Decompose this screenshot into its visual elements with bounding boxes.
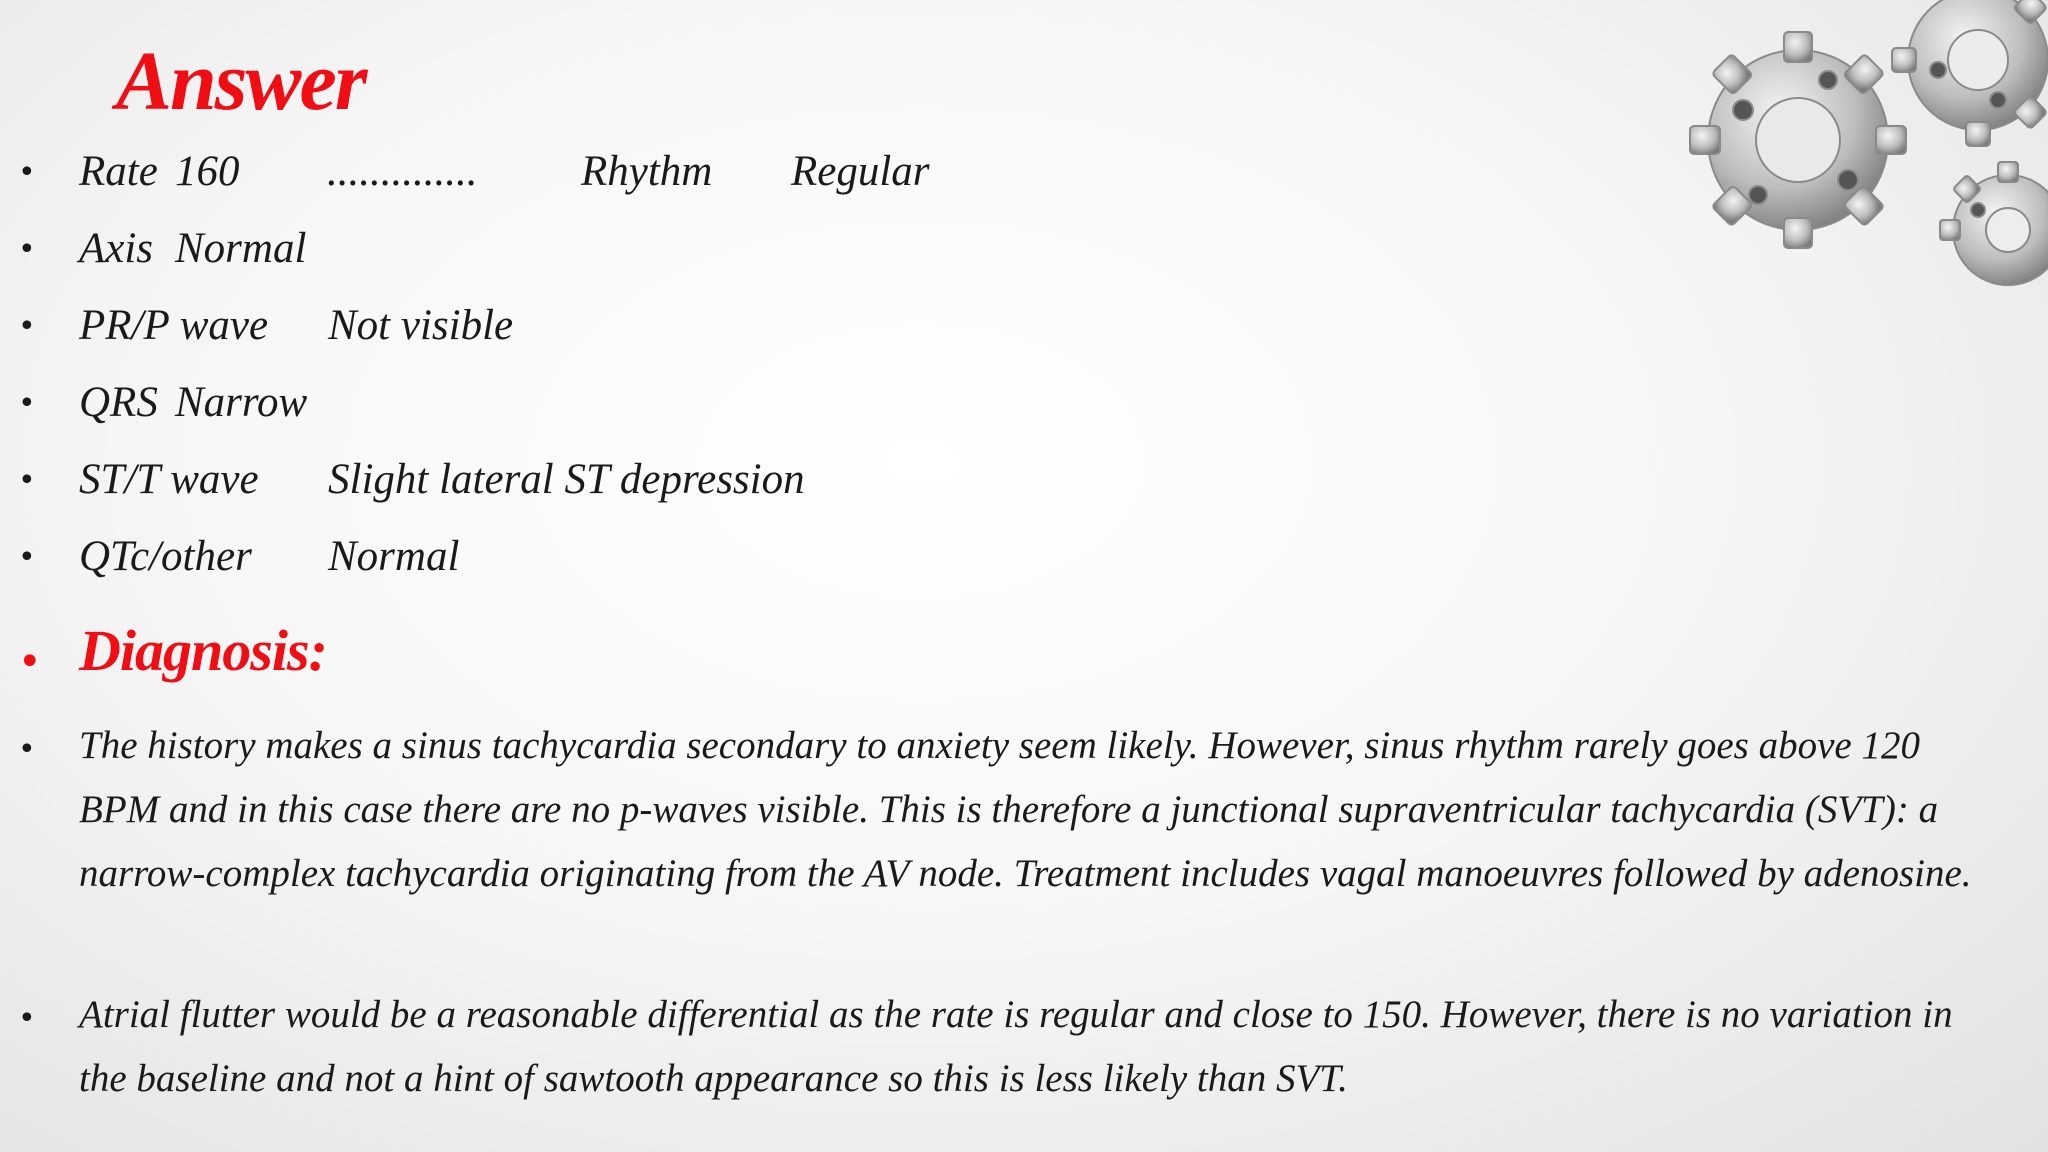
stt-value: Slight lateral ST depression — [328, 456, 805, 503]
finding-rate — [79, 150, 930, 193]
diagnosis-paragraph-1: The history makes a sinus tachycardia secondary to anxiety seem likely. However, sinus rhythm rarely goes above 120 BPM and in this case there are no p-waves visible. This is therefore a junctional supraventricular tachycardia (SVT): a narrow-complex tachycardia originating from the AV node. Treatment includes vagal manoeuvres followed by adenosine. — [79, 724, 1972, 895]
rate-label: Rate — [79, 148, 158, 195]
rhythm-label: Rhythm — [581, 148, 713, 195]
finding-axis — [79, 227, 306, 270]
finding-stt — [79, 458, 805, 501]
stt-label: ST/T wave — [79, 456, 259, 503]
finding-prp — [79, 304, 513, 347]
diagnosis-heading: Diagnosis: — [79, 618, 327, 683]
qrs-label: QRS — [79, 379, 158, 426]
gears-graphic — [1648, 0, 2048, 300]
bullet-st: • — [18, 463, 36, 498]
prp-value: Not visible — [328, 302, 514, 349]
bullet-prp: • — [18, 309, 36, 344]
finding-qrs — [79, 381, 307, 424]
bullet-axis: • — [18, 232, 36, 267]
axis-value: Normal — [175, 225, 307, 272]
finding-qtc — [79, 535, 459, 578]
prp-label: PR/P wave — [79, 302, 269, 349]
bullet-diagnosis: • — [18, 639, 42, 685]
rhythm-value: Regular — [791, 148, 930, 195]
qtc-label: QTc/other — [79, 533, 252, 580]
bullet-paragraph-2: • — [18, 1001, 36, 1036]
qtc-value: Normal — [328, 533, 460, 580]
bullet-qtc: • — [18, 540, 36, 575]
rate-dots: .............. — [327, 148, 478, 195]
bullet-paragraph-1: • — [18, 732, 36, 767]
axis-label: Axis — [79, 225, 154, 272]
qrs-value: Narrow — [175, 379, 308, 426]
bullet-rate: • — [18, 155, 36, 190]
rate-value: 160 — [175, 148, 240, 195]
slide-title: Answer — [116, 35, 366, 128]
diagnosis-paragraph-2: Atrial flutter would be a reasonable differential as the rate is regular and close to 150. However, there is no variation in the baseline and not a hint of sawtooth appearance so this is less likely than SVT. — [79, 993, 1953, 1100]
bullet-qrs: • — [18, 386, 36, 421]
